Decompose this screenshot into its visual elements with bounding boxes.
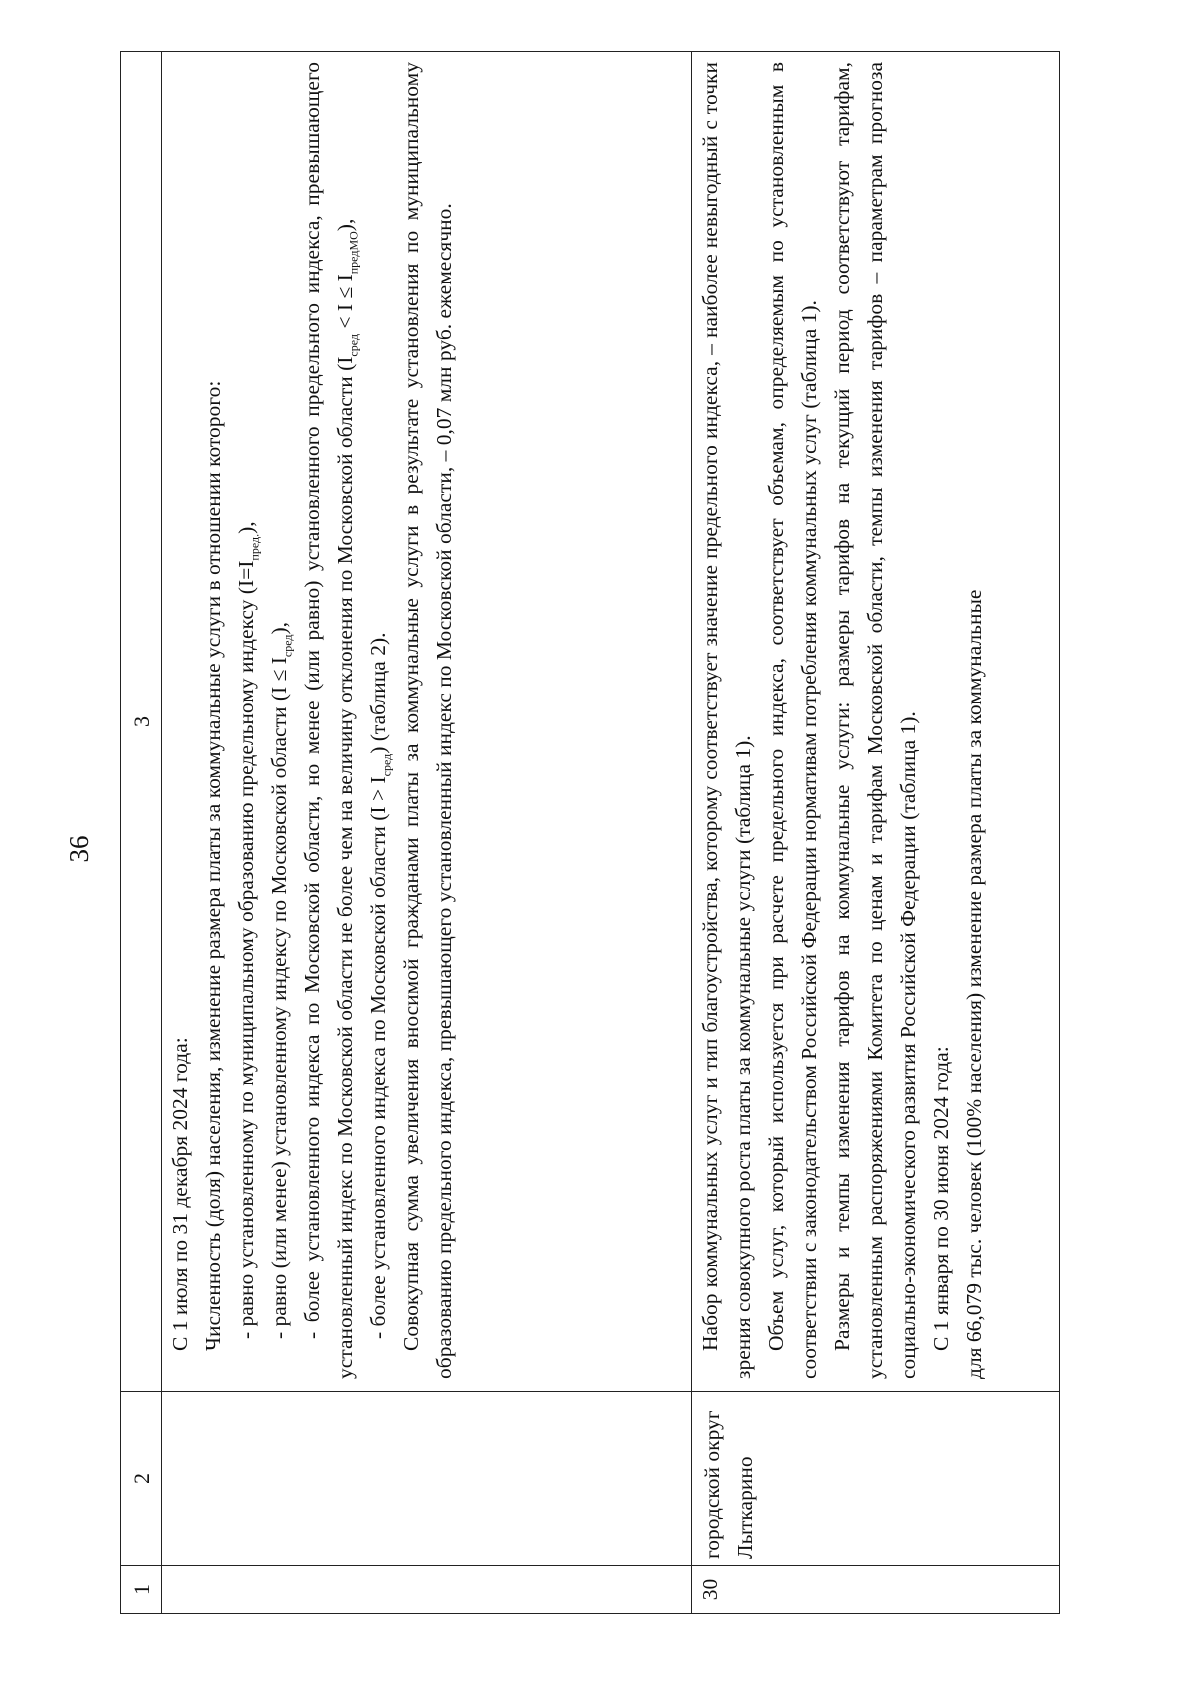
municipality-name bbox=[162, 1392, 692, 1566]
table-header-row bbox=[121, 52, 162, 1614]
paragraph: Размеры и темпы изменения тарифов на коммунальные услуги: размеры тарифов на текущий период соответствуют тарифам, установленным распоряжениями Комитета по ценам и тарифам Московской области, темпы изменения тарифов – параметрам прогноза социально-экономического развития Российской Федерации (таблица 1). bbox=[830, 62, 920, 1379]
document-table bbox=[120, 52, 1060, 1614]
row-number bbox=[162, 1566, 692, 1614]
table-row bbox=[162, 52, 692, 1614]
paragraph: Набор коммунальных услуг и тип благоустройства, которому соответствует значение предельного индекса, – наиболее невыгодный с точки зрения совокупного роста платы за коммунальные услуги (таблица 1). bbox=[698, 62, 755, 1379]
column-header-2: 2 bbox=[121, 1392, 162, 1566]
municipality-name: городской округ Лыткарино bbox=[692, 1392, 1060, 1566]
table-row bbox=[692, 52, 1060, 1614]
paragraph: Совокупная сумма увеличения вносимой гражданами платы за коммунальные услуги в результате установления по муниципальному образованию предельного индекса, превышающего установленный индекс по Московской области, – 0,07 млн руб. ежемесячно. bbox=[399, 62, 456, 1379]
page-number: 36 bbox=[64, 835, 94, 863]
row-text bbox=[162, 52, 692, 1392]
list-item: - более установленного индекса по Московской области, но менее (или равно) установленного предельного индекса, превышающего установленный индекс по Московской области не более чем на величину отклонения по Московской области $(I_{сред} < I \le I_{предМО})$, bbox=[300, 62, 361, 1379]
column-header-3: 3 bbox=[121, 52, 162, 1392]
list-item: - более установленного индекса по Московской области $(I > I_{сред})$ (таблица 2). bbox=[366, 632, 394, 1339]
paragraph: для 66,079 тыс. человек (100% населения) изменение размера платы за коммунальные bbox=[962, 589, 986, 1379]
row-number: 30 bbox=[692, 1566, 1060, 1614]
paragraph: Объем услуг, который используется при расчете предельного индекса, соответствует объемам, определяемым по установленным в соответствии с законодательством Российской Федерации нормативам потребления коммунальных услуг (таблица 1). bbox=[764, 62, 821, 1379]
list-item: - равно установленному по муниципальному образованию предельному индексу $(I=I_{пред.})$, bbox=[234, 521, 262, 1339]
paragraph: С 1 июля по 31 декабря 2024 года: bbox=[168, 1037, 192, 1351]
paragraph: Численность (доля) населения, изменение размера платы за коммунальные услуги в отношении которого: bbox=[201, 380, 225, 1351]
row-text bbox=[692, 52, 1060, 1392]
column-header-1: 1 bbox=[121, 1566, 162, 1614]
list-item: - равно (или менее) установленному индексу по Московской области $(I \le I_{сред})$, bbox=[267, 621, 295, 1339]
paragraph: С 1 января по 30 июня 2024 года: bbox=[929, 1046, 953, 1351]
